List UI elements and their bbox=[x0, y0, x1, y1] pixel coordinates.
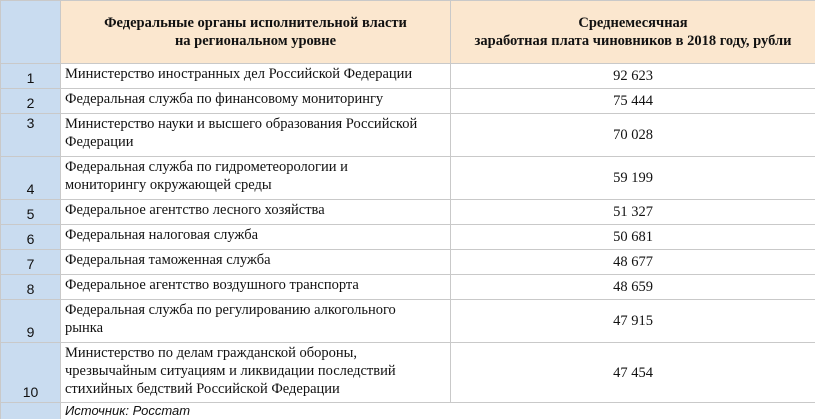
table-row bbox=[1, 200, 815, 225]
row-number: 10 bbox=[1, 343, 61, 403]
agency-line: Министерство по делам гражданской обороны, bbox=[65, 345, 358, 361]
agency-line: Федеральная служба по гидрометеорологии и bbox=[65, 159, 348, 175]
agency-name bbox=[61, 300, 451, 343]
salary-value: 51 327 bbox=[451, 200, 815, 225]
source-row bbox=[1, 403, 815, 419]
header-row bbox=[1, 1, 815, 64]
table-row bbox=[1, 114, 815, 157]
salary-value: 70 028 bbox=[451, 114, 815, 157]
row-number: 7 bbox=[1, 250, 61, 275]
row-number: 2 bbox=[1, 89, 61, 114]
agency-name bbox=[61, 200, 451, 225]
agency-line: Министерство науки и высшего образования Российской bbox=[65, 116, 418, 132]
agency-line: Федеральное агентство лесного хозяйства bbox=[65, 202, 325, 218]
agency-line: Федерации bbox=[65, 134, 134, 150]
agency-name bbox=[61, 157, 451, 200]
header-corner-cell bbox=[1, 1, 61, 64]
row-number: 6 bbox=[1, 225, 61, 250]
salary-value: 92 623 bbox=[451, 64, 815, 89]
salary-value: 48 677 bbox=[451, 250, 815, 275]
header-salary bbox=[451, 1, 815, 64]
agency-line: Федеральная служба по финансовому мониторингу bbox=[65, 91, 384, 107]
table-row bbox=[1, 64, 815, 89]
row-number: 5 bbox=[1, 200, 61, 225]
agency-line: Федеральная налоговая служба bbox=[65, 227, 259, 243]
salary-value: 59 199 bbox=[451, 157, 815, 200]
row-number: 9 bbox=[1, 300, 61, 343]
table-row bbox=[1, 89, 815, 114]
salary-value: 48 659 bbox=[451, 275, 815, 300]
salary-value: 75 444 bbox=[451, 89, 815, 114]
agency-line: Министерство иностранных дел Российской Федерации bbox=[65, 66, 413, 82]
agency-line: рынка bbox=[65, 320, 104, 336]
source-note: Источник: Росстат bbox=[61, 403, 815, 419]
header-agency-line2: на региональном уровне bbox=[174, 33, 337, 49]
row-number: 3 bbox=[1, 114, 61, 157]
header-salary-line1: Среднемесячная bbox=[578, 15, 688, 31]
agency-name bbox=[61, 64, 451, 89]
agency-line: чрезвычайным ситуациям и ликвидации последствий bbox=[65, 363, 396, 379]
agency-line: Федеральное агентство воздушного транспорта bbox=[65, 277, 359, 293]
agency-name bbox=[61, 225, 451, 250]
header-salary-line2: заработная плата чиновников в 2018 году, рубли bbox=[474, 33, 792, 49]
table-body bbox=[1, 64, 815, 419]
header-agency bbox=[61, 1, 451, 64]
row-number: 8 bbox=[1, 275, 61, 300]
table-row bbox=[1, 157, 815, 200]
agency-line: стихийных бедствий Российской Федерации bbox=[65, 381, 340, 397]
agency-name bbox=[61, 343, 451, 403]
row-number: 4 bbox=[1, 157, 61, 200]
table-row bbox=[1, 300, 815, 343]
row-number: 1 bbox=[1, 64, 61, 89]
source-number-cell bbox=[1, 403, 61, 419]
salary-value: 47 454 bbox=[451, 343, 815, 403]
table-row bbox=[1, 225, 815, 250]
salary-value: 47 915 bbox=[451, 300, 815, 343]
agency-line: Федеральная служба по регулированию алкогольного bbox=[65, 302, 396, 318]
agency-name bbox=[61, 114, 451, 157]
agency-name bbox=[61, 275, 451, 300]
header-agency-line1: Федеральные органы исполнительной власти bbox=[104, 15, 407, 31]
agency-line: Федеральная таможенная служба bbox=[65, 252, 271, 268]
agency-line: мониторингу окружающей среды bbox=[65, 177, 272, 193]
agency-name bbox=[61, 89, 451, 114]
agency-name bbox=[61, 250, 451, 275]
table-row bbox=[1, 275, 815, 300]
salary-value: 50 681 bbox=[451, 225, 815, 250]
table-row bbox=[1, 343, 815, 403]
table-row bbox=[1, 250, 815, 275]
